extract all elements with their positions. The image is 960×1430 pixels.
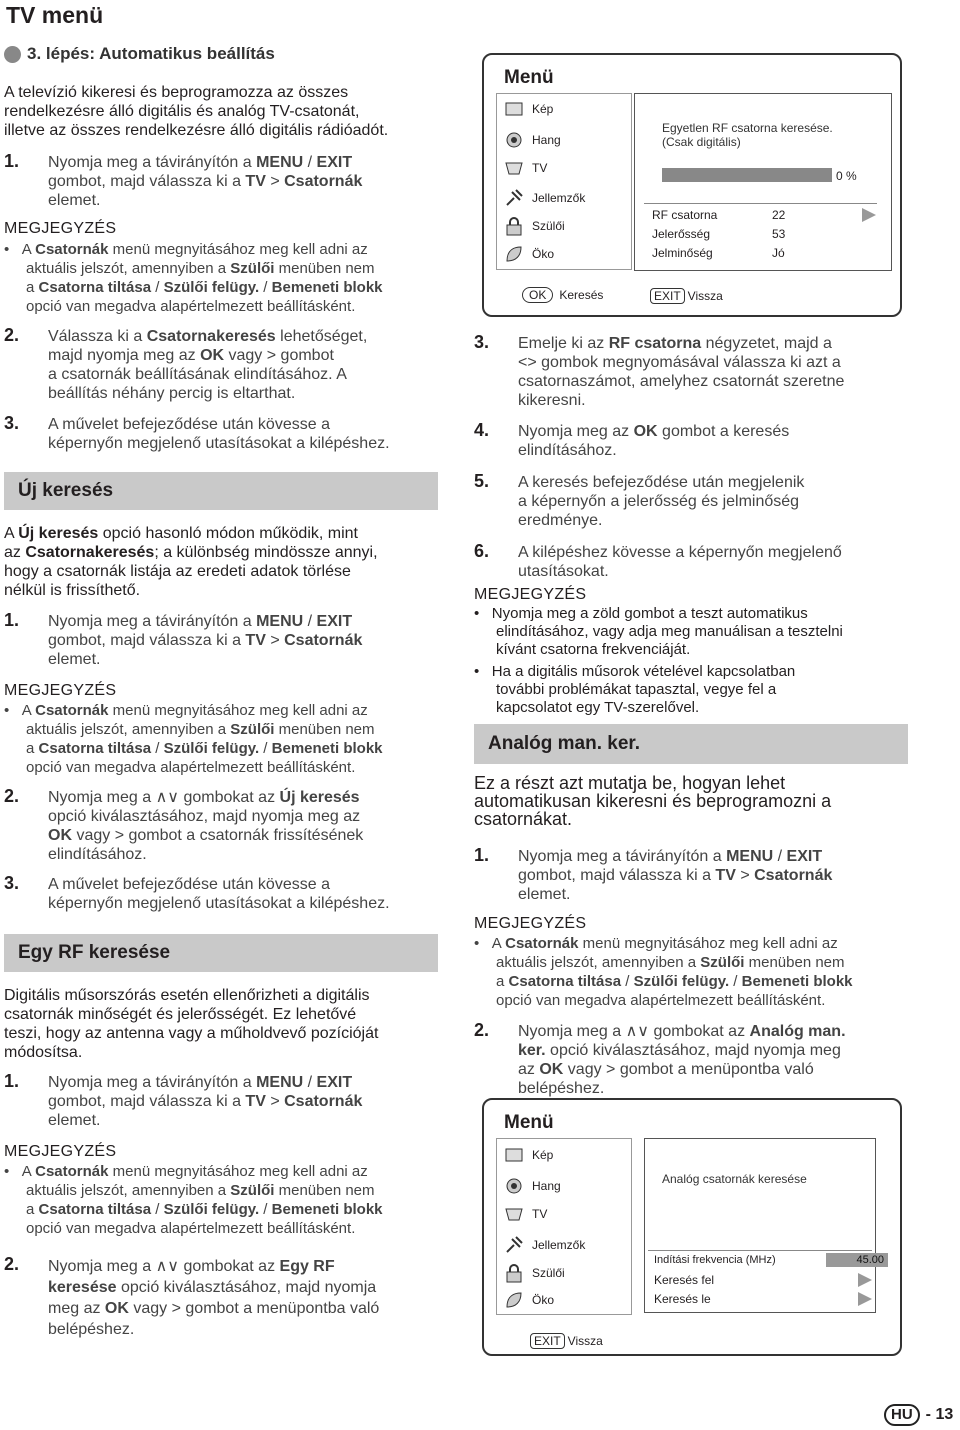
section-heading-uj-kereses: Új keresés — [4, 472, 438, 510]
text-line: Nyomja meg a távirányítón a MENU / EXIT — [48, 154, 353, 171]
note1: • A Csatornák menü megnyitásához meg kell adni az aktuális jelszót, amennyiben a Szülői menüben nem a Csatorna tiltása / Szülői felügy. / Bemeneti blokk opció van megadva alapértelmezett beállításként. — [4, 241, 383, 315]
menu-item-szuloi[interactable]: Szülői — [504, 216, 565, 236]
menu-item-oko[interactable]: Öko — [504, 1290, 554, 1310]
leaf-icon — [504, 1290, 524, 1310]
step-number: 2. — [4, 1254, 20, 1274]
search-up-row[interactable]: Keresés fel — [654, 1270, 872, 1289]
exit-back-hint[interactable]: EXIT Vissza — [530, 1333, 603, 1349]
tv-icon — [504, 158, 524, 178]
menu-item-kep[interactable]: Kép — [504, 99, 553, 119]
plug-icon — [504, 188, 524, 208]
exit-key-icon: EXIT — [650, 288, 685, 304]
menu-title: Menü — [504, 67, 554, 88]
note3: • A Csatornák menü megnyitásához meg kell adni az aktuális jelszót, amennyiben a Szülői menüben nem a Csatorna tiltása / Szülői felügy. / Bemeneti blokk opció van megadva alapértelmezett beállításként. — [4, 1163, 383, 1237]
note-heading: MEGJEGYZÉS — [4, 682, 117, 699]
step-number: 4. — [474, 420, 490, 440]
menu-item-hang[interactable]: Hang — [504, 1176, 561, 1196]
analog-step2: Nyomja meg a ∧∨ gombokat az Analóg man. ker. opció kiválasztásához, majd nyomja meg az OK vagy > gombot a menüpontba való belépéshez. — [518, 1023, 846, 1097]
progress-bar — [662, 168, 832, 182]
rf-step1: Nyomja meg a távirányítón a MENU / EXIT gombot, majd válassza ki a TV > Csatornák elemet. — [48, 1074, 363, 1129]
step-number: 1. — [474, 845, 490, 865]
language-badge-icon: HU — [884, 1404, 920, 1426]
freq-row[interactable]: Indítási frekvencia (MHz) 45.00 — [654, 1251, 888, 1269]
rf-intro: Digitális műsorszórás esetén ellenőrizheti a digitális csatornák minőségét és jelerősségét. Ez lehetővé teszi, hogy az antenna vagy a műholdvevő pozícióját módosítsa. — [4, 987, 379, 1061]
menu-box-analog — [482, 1098, 902, 1356]
rf-rows — [652, 205, 878, 262]
uj-step1: Nyomja meg a távirányítón a MENU / EXIT gombot, majd válassza ki a TV > Csatornák elemet. — [48, 613, 363, 668]
menu-item-tv[interactable]: TV — [504, 1204, 547, 1224]
step-number: 2. — [474, 1020, 490, 1040]
lock-icon — [504, 216, 524, 236]
progress-percent: 0 % — [836, 169, 857, 183]
arrow-right-icon — [862, 208, 876, 222]
step-number: 1. — [4, 1071, 20, 1091]
exit-back-hint[interactable]: EXIT Vissza — [650, 288, 723, 304]
menu-item-jellemzok[interactable]: Jellemzők — [504, 1235, 585, 1255]
menu-description: Egyetlen RF csatorna keresése. (Csak digitális) — [662, 121, 833, 149]
search-down-row[interactable]: Keresés le — [654, 1289, 872, 1308]
step-number: 2. — [4, 786, 20, 806]
note-heading: MEGJEGYZÉS — [4, 220, 117, 237]
right-step5: A keresés befejeződése után megjelenik a képernyőn a jelerősség és jelminőség eredménye. — [518, 474, 805, 529]
step-number: 6. — [474, 541, 490, 561]
note-heading: MEGJEGYZÉS — [474, 915, 587, 932]
menu-description: Analóg csatornák keresése — [662, 1172, 807, 1186]
section-heading-analog: Analóg man. ker. — [474, 724, 908, 764]
freq-value-field[interactable]: 45.00 — [826, 1253, 888, 1267]
text-line: gombot, majd válassza ki a TV > Csatornák — [48, 173, 363, 190]
analog-step1: Nyomja meg a távirányítón a MENU / EXIT gombot, majd válassza ki a TV > Csatornák elemet. — [518, 848, 833, 903]
rf-channel-row[interactable]: RF csatorna 22 — [652, 205, 878, 224]
step2-text: Válassza ki a Csatornakeresés lehetőséget, majd nyomja meg az OK vagy > gombot a csatornák beállításának elindításához. A beállítás néhány percig is eltarthat. — [48, 328, 368, 402]
menu-item-szuloi[interactable]: Szülői — [504, 1263, 565, 1283]
intro-paragraph: A televízió kikeresi és beprogramozza az összes rendelkezésre álló digitális és analóg TV-csatonát, illetve az összes rendelkezésre álló digitális rádióadót. — [4, 84, 389, 139]
menu-item-jellemzok[interactable]: Jellemzők — [504, 188, 585, 208]
exit-key-icon: EXIT — [530, 1333, 565, 1349]
plug-icon — [504, 1235, 524, 1255]
step-circle-icon — [4, 46, 21, 63]
speaker-icon — [504, 130, 524, 150]
analog-note: • A Csatornák menü megnyitásához meg kell adni az aktuális jelszót, amennyiben a Szülői menüben nem a Csatorna tiltása / Szülői felügy. / Bemeneti blokk opció van megadva alapértelmezett beállításként. — [474, 935, 853, 1009]
step-number: 3. — [4, 413, 20, 433]
signal-quality-row: Jelminőség Jó — [652, 245, 785, 260]
step3-text: A művelet befejeződése után kövesse a képernyőn megjelenő utasításokat a kilépéshez. — [48, 416, 390, 452]
page-number: HU - 13 — [884, 1404, 953, 1426]
ok-key-icon: OK — [522, 287, 553, 303]
divider — [644, 203, 877, 204]
step-number: 5. — [474, 471, 490, 491]
menu-item-kep[interactable]: Kép — [504, 1145, 553, 1165]
tv-icon — [504, 1204, 524, 1224]
arrow-right-icon — [858, 1292, 872, 1306]
note-heading: MEGJEGYZÉS — [474, 586, 587, 603]
leaf-icon — [504, 244, 524, 264]
text-line: elemet. — [48, 192, 101, 209]
picture-icon — [504, 99, 524, 119]
rf-step2: Nyomja meg a ∧∨ gombokat az Egy RF keresése opció kiválasztásához, majd nyomja meg az OK vagy > gombot a menüpontba való belépéshez. — [48, 1258, 380, 1338]
menu-box-rf — [482, 53, 902, 317]
ok-search-hint[interactable]: OK Keresés — [522, 287, 603, 303]
page-title: TV menü — [6, 2, 104, 28]
step-number: 3. — [4, 873, 20, 893]
step-number: 2. — [4, 325, 20, 345]
step1-text — [48, 153, 448, 210]
note-heading: MEGJEGYZÉS — [4, 1143, 117, 1160]
signal-strength-row: Jelerősség 53 — [652, 226, 786, 241]
right-step6: A kilépéshez kövesse a képernyőn megjelenő utasításokat. — [518, 544, 842, 580]
right-step4: Nyomja meg az OK gombot a keresés elindításához. — [518, 423, 790, 459]
right-note: • Nyomja meg a zöld gombot a teszt automatikus elindításához, vagy adja meg manuálisan a tesztelni kívánt csatorna frekvenciáját. • Ha a digitális műsorok vételével kapcsolatban további problémákat tapasztal, vegye fel a kapcsolatot egy TV-szerelővel. — [474, 605, 843, 716]
menu-item-hang[interactable]: Hang — [504, 130, 561, 150]
step-number: 1. — [4, 151, 20, 171]
menu-item-oko[interactable]: Öko — [504, 244, 554, 264]
uj-step2: Nyomja meg a ∧∨ gombokat az Új keresés opció kiválasztásához, majd nyomja meg az OK vagy > gombot a csatornák frissítésének elindításához. — [48, 789, 364, 863]
analog-intro: Ez a részt azt mutatja be, hogyan lehet automatikusan kikeresni és beprogramozni a csatornákat. — [474, 773, 832, 829]
arrow-right-icon — [858, 1273, 872, 1287]
uj-step3: A művelet befejeződése után kövesse a képernyőn megjelenő utasításokat a kilépéshez. — [48, 876, 390, 912]
section-heading-rf: Egy RF keresése — [4, 934, 438, 972]
note2: • A Csatornák menü megnyitásához meg kell adni az aktuális jelszót, amennyiben a Szülői menüben nem a Csatorna tiltása / Szülői felügy. / Bemeneti blokk opció van megadva alapértelmezett beállításként. — [4, 702, 383, 776]
lock-icon — [504, 1263, 524, 1283]
step-number: 1. — [4, 610, 20, 630]
right-step3: Emelje ki az RF csatorna négyzetet, majd a <> gombok megnyomásával válassza ki azt a csatornaszámot, amelyhez csatornát szeretne kikeresni. — [518, 335, 845, 409]
menu-title: Menü — [504, 1112, 554, 1133]
step-number: 3. — [474, 332, 490, 352]
menu-item-tv[interactable]: TV — [504, 158, 547, 178]
step3-heading: 3. lépés: Automatikus beállítás — [4, 44, 275, 64]
speaker-icon — [504, 1176, 524, 1196]
picture-icon — [504, 1145, 524, 1165]
uj-intro: A Új keresés opció hasonló módon működik, mint az Csatornakeresés; a különbség mindössze annyi, hogy a csatornák listája az eredeti adatok törlése nélkül is frissíthető. — [4, 525, 378, 599]
